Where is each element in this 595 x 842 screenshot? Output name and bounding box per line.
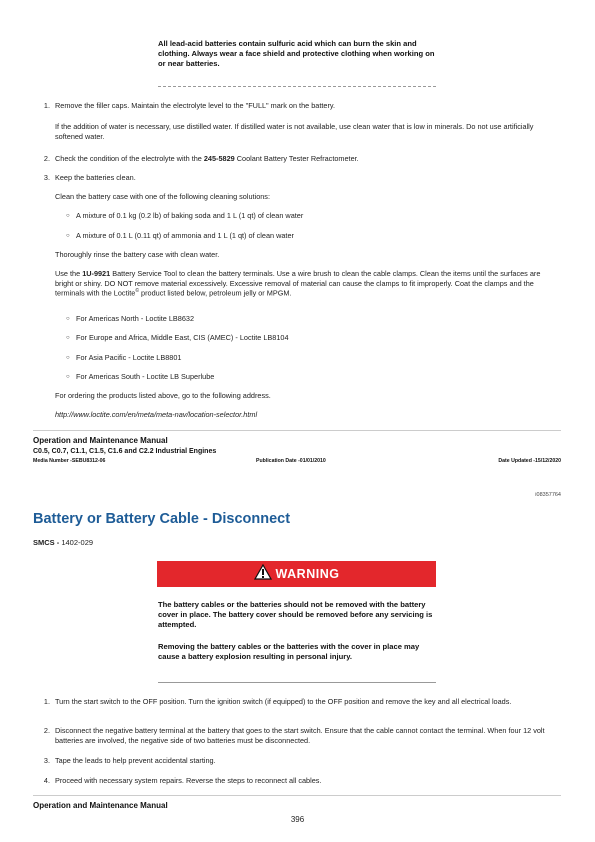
list-item [66, 333, 546, 343]
bullet-text: A mixture of 0.1 kg (0.2 lb) of baking soda and 1 L (1 qt) of clean water [76, 211, 304, 220]
step-text: Proceed with necessary system repairs. Reverse the steps to reconnect all cables. [55, 776, 322, 785]
paragraph: If the addition of water is necessary, use distilled water. If distilled water is not available, use clean water that is low in minerals. Do not use artificially softened water. [55, 122, 534, 141]
step-text: Remove the filler caps. Maintain the electrolyte level to the "FULL" mark on the battery. [55, 101, 336, 110]
warning-label: WARNING [275, 566, 340, 581]
tool-para-post: Battery Service Tool to clean the battery terminals. Use a wire brush to clean the cable clamps. Clean the items until the surfaces are bright or shiny. DO NOT remove material excessively. Excessive removal of material can cause the clamps to fit improperly. Coat the clamps and the terminals with the Loctite [55, 269, 541, 298]
divider [33, 795, 561, 796]
list-item [66, 353, 546, 363]
list-item [66, 314, 546, 324]
tool-para-tail: product listed below, petroleum jelly or MPGM. [139, 288, 292, 298]
bullet-text: For Americas South - Loctite LB Superlube [76, 372, 215, 381]
step-number: 1. [43, 101, 50, 110]
tool-para-pre: Use the [55, 269, 83, 278]
circle-bullet-icon: ○ [66, 213, 70, 219]
circle-bullet-icon: ○ [66, 335, 70, 341]
paragraph: Clean the battery case with one of the following cleaning solutions: [55, 192, 270, 201]
list-item [66, 211, 546, 221]
step-number: 3. [43, 756, 50, 765]
step-number: 2. [43, 154, 50, 163]
manual-subtitle: C0.5, C0.7, C1.1, C1.5, C1.6 and C2.2 Industrial Engines [33, 448, 217, 455]
circle-bullet-icon: ○ [66, 316, 70, 322]
bullet-text: For Americas North - Loctite LB8632 [76, 314, 195, 323]
paragraph: For ordering the products listed above, go to the following address. [55, 391, 271, 400]
step-text [55, 154, 555, 164]
step-text-post: Coolant Battery Tester Refractometer. [234, 154, 359, 163]
part-number: 1U-9921 [82, 269, 111, 278]
manual-title: Operation and Maintenance Manual [33, 436, 168, 445]
circle-bullet-icon: ○ [66, 233, 70, 239]
copyright-mark: © [135, 288, 139, 295]
page-title: Battery or Battery Cable - Disconnect [33, 511, 291, 527]
date-updated: Date Updated -15/12/2020 [498, 458, 561, 464]
divider [158, 682, 436, 683]
step-text: Turn the start switch to the OFF position. Turn the ignition switch (if equipped) to the OFF position and remove the key and all electrical loads. [55, 697, 512, 706]
bullet-text: For Europe and Africa, Middle East, CIS (AMEC) - Loctite LB8104 [76, 333, 289, 342]
list-item [66, 372, 546, 382]
bullet-text: A mixture of 0.1 L (0.11 qt) of ammonia and 1 L (1 qt) of clean water [76, 231, 294, 240]
caution-text: All lead-acid batteries contain sulfuric acid which can burn the skin and clothing. Always wear a face shield and protective clothing when working on or near batteries. [158, 39, 435, 68]
step-text: Keep the batteries clean. [55, 173, 136, 182]
smcs-value: 1402-029 [61, 538, 94, 547]
smcs-code [33, 538, 93, 548]
step-text: Disconnect the negative battery terminal at the battery that goes to the start switch. Ensure that the cable cannot contact the terminal. When four 12 volt batteries are involved, the negative side of two batteries must be disconnected. [55, 726, 545, 745]
warning-text: The battery cables or the batteries should not be removed with the battery cover in place. The battery cover should be removed before any servicing is attempted. [158, 600, 433, 629]
step-number: 3. [43, 173, 50, 182]
divider [158, 86, 436, 87]
paragraph: Thoroughly rinse the battery case with clean water. [55, 250, 220, 259]
warning-text: Removing the battery cables or the batteries with the cover in place may cause a battery explosion resulting in personal injury. [158, 642, 420, 661]
step-text: Tape the leads to help prevent accidental starting. [55, 756, 216, 765]
list-item [66, 231, 546, 241]
manual-title: Operation and Maintenance Manual [33, 801, 168, 810]
step-text-pre: Check the condition of the electrolyte with the [55, 154, 204, 163]
bullet-text: For Asia Pacific - Loctite LB8801 [76, 353, 182, 362]
page-number: 396 [290, 815, 305, 824]
part-number: 245-5829 [203, 154, 235, 163]
divider [33, 430, 561, 431]
step-number: 1. [43, 697, 50, 706]
warning-triangle-icon [254, 564, 276, 585]
url-link[interactable]: http://www.loctite.com/en/meta/meta-nav/location-selector.html [55, 410, 258, 419]
publication-date: Publication Date -01/01/2010 [256, 458, 326, 464]
circle-bullet-icon: ○ [66, 374, 70, 380]
circle-bullet-icon: ○ [66, 355, 70, 361]
paragraph [55, 269, 560, 298]
smcs-label: SMCS - [33, 538, 62, 547]
document-id: i08357764 [535, 492, 561, 498]
media-number: Media Number -SEBU8312-06 [33, 458, 106, 464]
step-number: 2. [43, 726, 50, 735]
step-number: 4. [43, 776, 50, 785]
warning-banner [157, 561, 436, 587]
